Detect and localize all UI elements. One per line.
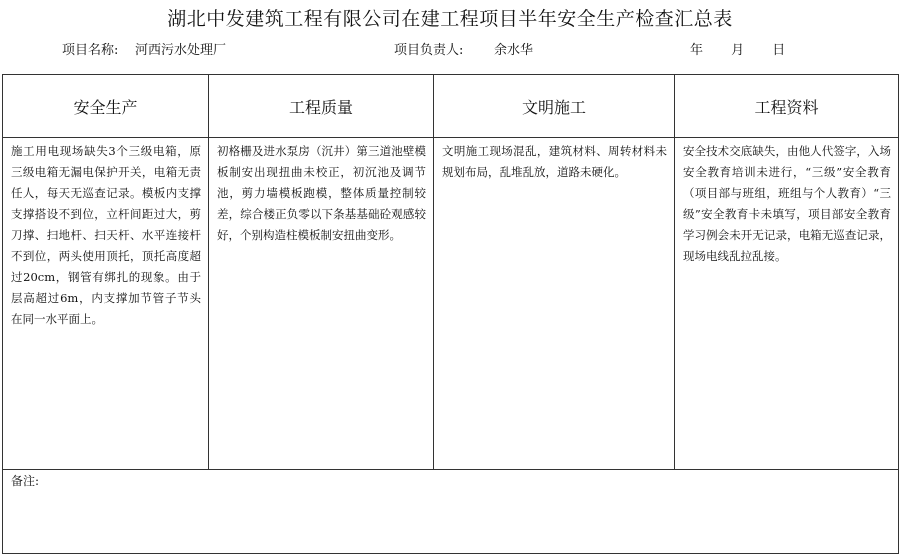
- header-engineering-documents: 工程资料: [675, 75, 899, 138]
- header-row: [3, 75, 899, 138]
- findings-row: [3, 138, 899, 470]
- header-engineering-quality: 工程质量: [209, 75, 434, 138]
- cell-engineering-documents: 安全技术交底缺失，由他人代签字，入场安全教育培训未进行，“三级”安全教育（项目部与班组，班组与个人教育）“三级”安全教育卡未填写，项目部安全教育学习例会未开无记录，电箱无巡查记录，现场电线乱拉乱接。: [675, 138, 899, 470]
- header-safety-production: 安全生产: [3, 75, 209, 138]
- manager-value: 余水华: [494, 43, 534, 58]
- project-name-label: 项目名称:: [62, 43, 119, 58]
- cell-safety-production: 施工用电现场缺失3个三级电箱，原三级电箱无漏电保护开关，电箱无责任人，每天无巡查记录。模板内支撑支撑搭设不到位，立杆间距过大，剪刀撑、扫地杆、扫天杆、水平连接杆不到位，两头使用顶托，顶托高度超过20cm，钢管有绑扎的现象。由于层高超过6m，内支撑加节管子节头在同一水平面上。: [3, 138, 209, 470]
- manager-label: 项目负责人:: [394, 43, 464, 58]
- cell-engineering-quality: 初格栅及进水泵房（沉井）第三道池壁模板制安出现扭曲未校正，初沉池及调节池，剪力墙模板跑模，整体质量控制较差，综合楼正负零以下条基基础砼观感较好，个别构造柱模板制安扭曲变形。: [209, 138, 434, 470]
- page-title: 湖北中发建筑工程有限公司在建工程项目半年安全生产检查汇总表: [167, 8, 733, 30]
- notes-cell: 备注:: [3, 470, 899, 554]
- project-name-value: 河西污水处理厂: [135, 43, 227, 58]
- header-civilized-construction: 文明施工: [434, 75, 675, 138]
- inspection-summary-table: [2, 74, 899, 554]
- cell-civilized-construction: 文明施工现场混乱，建筑材料、周转材料未规划布局，乱堆乱放，道路未硬化。: [434, 138, 675, 470]
- date-field: 年 月 日: [690, 43, 786, 58]
- notes-row: [3, 470, 899, 554]
